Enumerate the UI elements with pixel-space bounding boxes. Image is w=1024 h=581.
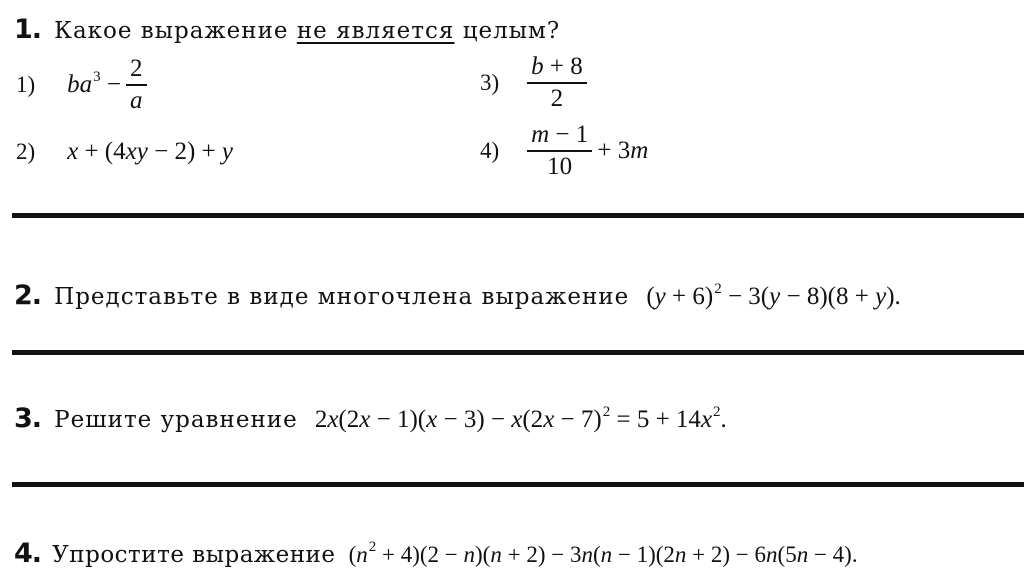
divider-line [12, 350, 1024, 355]
divider-line [12, 213, 1024, 218]
option-3-fraction: $\frac{b + 8}{2}$ [527, 52, 587, 114]
question-2-expression: $(y + 6)^2 - 3(y - 8)(8 + y)$. [646, 281, 901, 310]
divider-line [12, 482, 1024, 487]
question-2-number: 2. [14, 280, 42, 311]
question-4-number: 4. [14, 538, 42, 569]
q1-option-3 [480, 52, 587, 114]
option-4-tail: + 3m [597, 137, 649, 164]
question-3 [14, 403, 727, 434]
option-1-label: 1) [16, 72, 36, 97]
option-4-label: 4) [480, 138, 500, 163]
option-2-label: 2) [16, 139, 36, 164]
question-3-text: Решите уравнение [54, 407, 298, 433]
question-1-heading [14, 14, 560, 45]
option-2-expression: x + (4xy − 2) + y [67, 138, 233, 165]
option-4-fraction: $\frac{m - 1}{10}$ [527, 120, 592, 182]
question-3-number: 3. [14, 403, 42, 434]
q1-option-1 [16, 54, 147, 116]
question-2-text: Представьте в виде многочлена выражение [54, 284, 630, 310]
question-4-text: Упростите выражение [52, 542, 336, 568]
option-1-expression: $ba^3$ − [67, 69, 121, 98]
question-1-underlined: не является [296, 18, 455, 44]
question-2 [14, 280, 901, 311]
question-4-expression: $(n^2 + 4)(2 - n)(n + 2) - 3n(n - 1)(2n + 2) - 6n(5n - 4)$. [348, 539, 858, 567]
q1-option-2 [16, 138, 233, 166]
q1-option-4 [480, 120, 648, 182]
option-3-label: 3) [480, 70, 500, 95]
question-3-equation: $2x(2x - 1)(x - 3) - x(2x - 7)^2 = 5 + 14x^2$. [314, 404, 727, 433]
question-1-number: 1. [14, 14, 42, 45]
question-4 [14, 538, 858, 569]
question-1-text: Какое выражение не является целым? [54, 18, 561, 44]
option-1-fraction: $\frac{2}{a}$ [126, 54, 147, 116]
